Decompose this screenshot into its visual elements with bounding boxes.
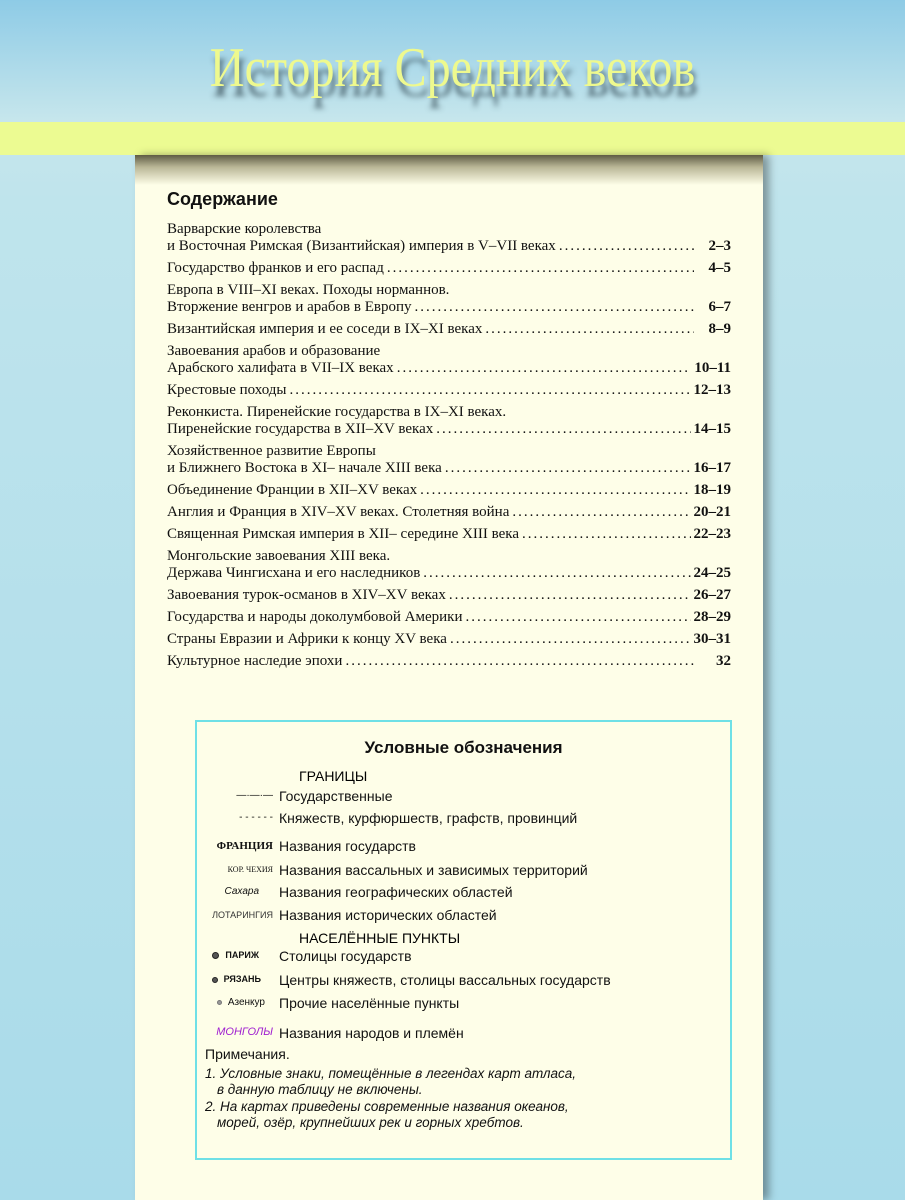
leader-dots	[345, 653, 694, 670]
leader-dots	[450, 631, 691, 648]
capital-symbol: ПАРИЖ	[225, 950, 259, 960]
toc-page-number: 28–29	[693, 609, 731, 625]
toc-page-number: 32	[716, 653, 731, 669]
toc-entry[interactable]	[167, 321, 731, 338]
toc-entry-title: Страны Евразии и Африки к концу XV века	[167, 631, 447, 647]
toc-page-number: 4–5	[708, 260, 731, 276]
leader-dots	[420, 482, 690, 499]
toc-entry-title: Европа в VIII–XI веках. Походы норманнов.	[167, 282, 450, 298]
toc-entry[interactable]	[167, 631, 731, 648]
toc-entry-title: Варварские королевства	[167, 221, 322, 237]
leader-dots	[559, 238, 694, 255]
toc-entry-title: Пиренейские государства в XII–XV веках	[167, 421, 434, 437]
note-line: 1. Условные знаки, помещённые в легендах карт атласа,	[205, 1066, 577, 1081]
toc-entry-title: Англия и Франция в XIV–XV веках. Столетняя война	[167, 504, 510, 520]
leader-dots	[449, 587, 691, 604]
toc-entry-title: Вторжение венгров и арабов в Европу	[167, 299, 412, 315]
leader-dots	[289, 382, 690, 399]
page-title: История Средних веков	[209, 37, 696, 99]
province-border-symbol: - - - - - -	[239, 812, 273, 823]
toc-entry[interactable]	[167, 482, 731, 499]
toc-entry-title: Государство франков и его распад	[167, 260, 384, 276]
toc-entry-title: Государства и народы доколумбовой Америки	[167, 609, 463, 625]
toc-entry[interactable]	[167, 504, 731, 521]
legend-text: Названия государств	[279, 838, 416, 854]
center-symbol: РЯЗАНЬ	[223, 974, 261, 984]
toc-entry-title: Крестовые походы	[167, 382, 287, 398]
toc-page-number: 2–3	[708, 238, 731, 254]
leader-dots	[387, 260, 694, 277]
note-line: морей, озёр, крупнейших рек и горных хребтов.	[217, 1115, 524, 1130]
leader-dots	[485, 321, 694, 338]
state-name-symbol: ФРАНЦИЯ	[216, 840, 273, 852]
header-band	[0, 122, 905, 155]
toc-page-number: 24–25	[693, 565, 731, 581]
toc-entry-title: Арабского халифата в VII–IX веках	[167, 360, 394, 376]
toc-entry-title: Держава Чингисхана и его наследников	[167, 565, 421, 581]
peoples-symbol: МОНГОЛЫ	[216, 1026, 273, 1038]
capital-dot-icon	[212, 952, 219, 959]
note-2	[205, 1099, 569, 1131]
toc-entry-title: и Ближнего Востока в XI– начале XIII века	[167, 460, 442, 476]
legend-text: Названия вассальных и зависимых территорий	[279, 862, 588, 878]
note-1	[205, 1066, 576, 1098]
town-dot-icon	[217, 1000, 222, 1005]
toc-entry[interactable]	[167, 443, 731, 477]
paper-sheet	[135, 155, 763, 1200]
geo-area-symbol: Сахара	[224, 886, 259, 897]
toc-entry-title: Объединение Франции в XII–XV веках	[167, 482, 418, 498]
legend-text: Названия народов и племён	[279, 1025, 464, 1041]
toc-entry-title: и Восточная Римская (Византийская) империя в V–VII веках	[167, 238, 556, 254]
toc-page-number: 26–27	[693, 587, 731, 603]
leader-dots	[414, 299, 694, 316]
leader-dots	[465, 609, 690, 626]
toc-entry[interactable]	[167, 609, 731, 626]
borders-heading: ГРАНИЦЫ	[299, 768, 368, 784]
toc-entry[interactable]	[167, 653, 731, 670]
legend-text: Названия исторических областей	[279, 907, 497, 923]
legend-text: Княжеств, курфюршеств, графств, провинций	[279, 810, 578, 826]
legend-box	[195, 720, 732, 1160]
toc-page-number: 22–23	[693, 526, 731, 542]
toc-page-number: 8–9	[708, 321, 731, 337]
town-symbol: Азенкур	[227, 997, 265, 1008]
toc-heading: Содержание	[167, 189, 278, 209]
leader-dots	[423, 565, 690, 582]
legend-text: Столицы государств	[279, 948, 412, 964]
toc-entry-title: Культурное наследие эпохи	[167, 653, 343, 669]
leader-dots	[436, 421, 690, 438]
vassal-name-symbol: КОР. ЧЕХИЯ	[227, 865, 273, 874]
legend-title: Условные обозначения	[364, 738, 563, 757]
toc-page-number: 18–19	[693, 482, 731, 498]
toc-page-number: 6–7	[708, 299, 731, 315]
leader-dots	[397, 360, 692, 377]
toc-entry-title: Византийская империя и ее соседи в IX–XI веках	[167, 321, 483, 337]
legend-text: Центры княжеств, столицы вассальных государств	[279, 972, 611, 988]
state-border-symbol: —·—·—	[236, 790, 273, 801]
toc-entry[interactable]	[167, 404, 731, 438]
table-of-contents	[167, 221, 731, 675]
toc-entry-title: Завоевания арабов и образование	[167, 343, 381, 359]
toc-entry[interactable]	[167, 343, 731, 377]
toc-entry-title: Реконкиста. Пиренейские государства в IX–XI веках.	[167, 404, 507, 420]
toc-page-number: 30–31	[693, 631, 731, 647]
toc-entry[interactable]	[167, 260, 731, 277]
toc-entry-title: Хозяйственное развитие Европы	[167, 443, 376, 459]
note-line: 2. На картах приведены современные названия океанов,	[205, 1099, 569, 1114]
toc-page-number: 20–21	[693, 504, 731, 520]
toc-entry[interactable]	[167, 282, 731, 316]
leader-dots	[522, 526, 690, 543]
legend-text: Названия географических областей	[279, 884, 513, 900]
settlements-heading: НАСЕЛЁННЫЕ ПУНКТЫ	[299, 930, 461, 946]
toc-entry[interactable]	[167, 382, 731, 399]
leader-dots	[512, 504, 690, 521]
toc-page-number: 10–11	[694, 360, 731, 376]
toc-entry[interactable]	[167, 548, 731, 582]
notes-heading: Примечания.	[205, 1046, 290, 1062]
toc-page-number: 14–15	[693, 421, 731, 437]
center-dot-icon	[212, 977, 218, 983]
historic-area-symbol: ЛОТАРИНГИЯ	[212, 910, 273, 920]
legend-text: Государственные	[279, 788, 393, 804]
toc-entry-title: Священная Римская империя в XII– середине XIII века	[167, 526, 520, 542]
toc-entry[interactable]	[167, 587, 731, 604]
toc-page-number: 12–13	[693, 382, 731, 398]
toc-entry[interactable]	[167, 526, 731, 543]
toc-entry-title: Монгольские завоевания XIII века.	[167, 548, 391, 564]
toc-page-number: 16–17	[693, 460, 731, 476]
legend-text: Прочие населённые пункты	[279, 995, 460, 1011]
toc-entry-title: Завоевания турок-османов в XIV–XV веках	[167, 587, 446, 603]
toc-entry[interactable]	[167, 221, 731, 255]
note-line: в данную таблицу не включены.	[217, 1082, 423, 1097]
leader-dots	[445, 460, 691, 477]
